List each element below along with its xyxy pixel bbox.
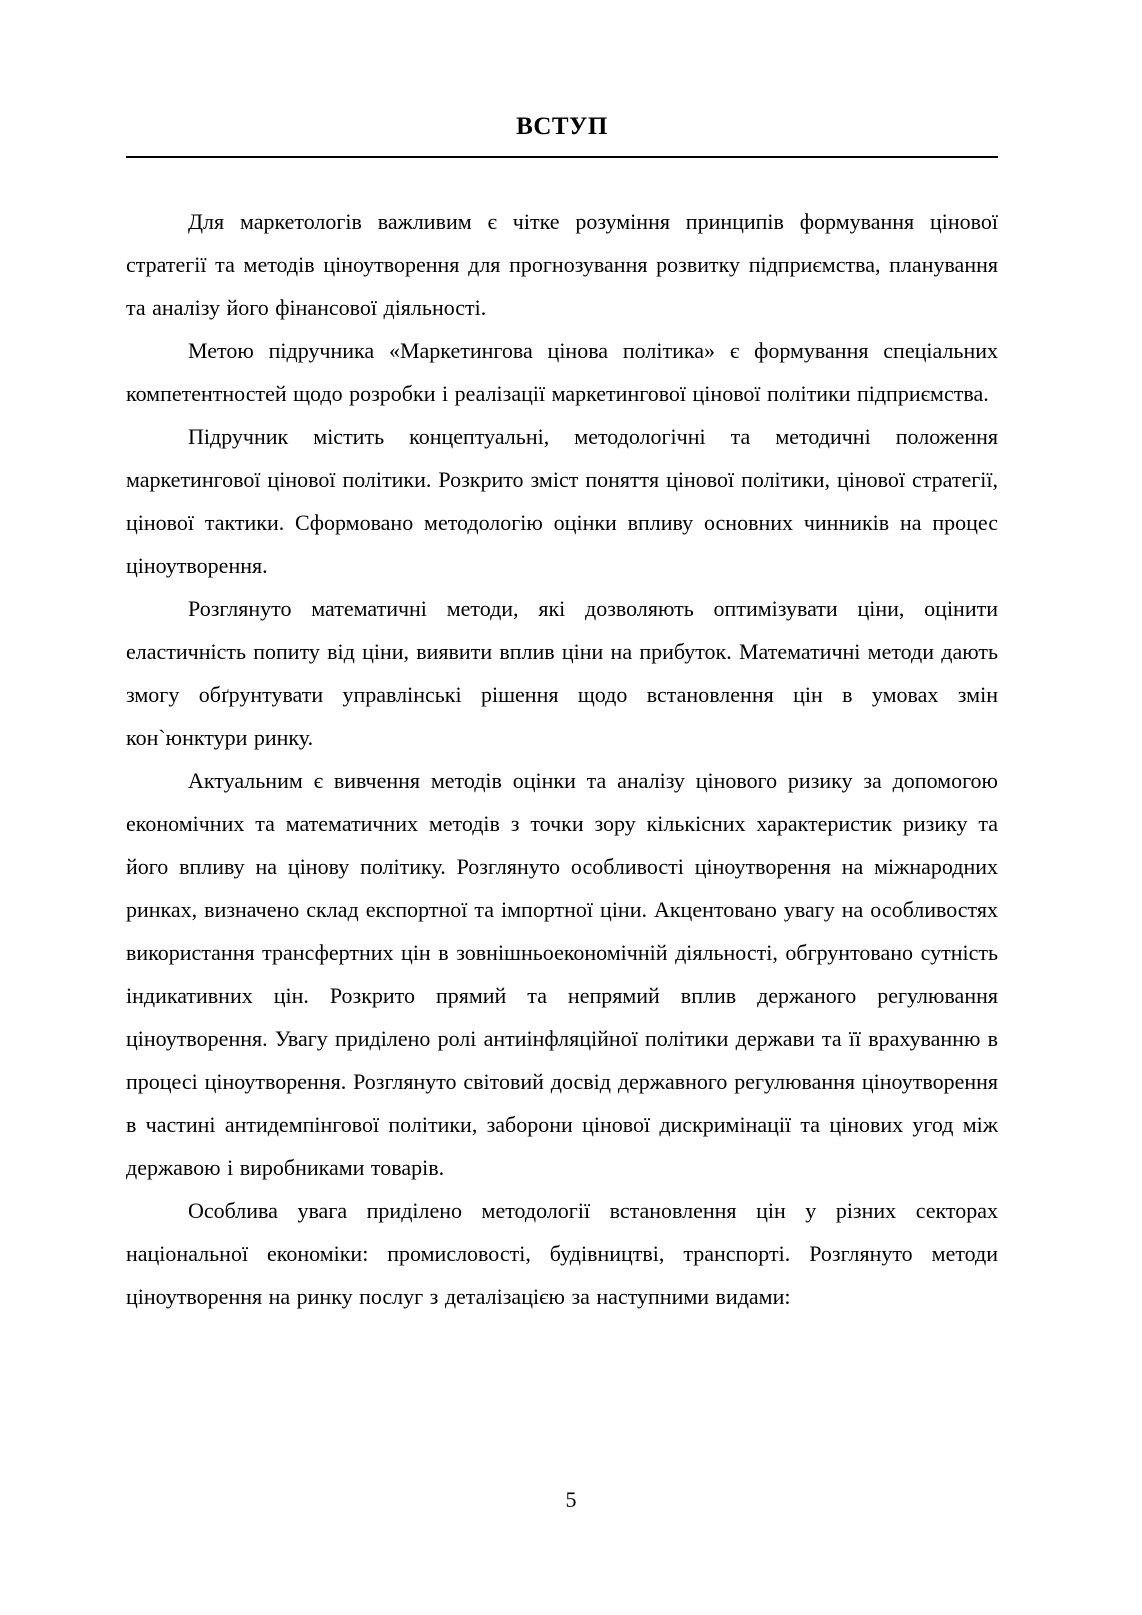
- paragraph: Метою підручника «Маркетингова цінова політика» є формування спеціальних компетентностей щодо розробки і реалізації маркетингової цінової політики підприємства.: [126, 338, 998, 406]
- paragraph: Актуальним є вивчення методів оцінки та аналізу цінового ризику за допомогою економічних та математичних методів з точки зору кількісних характеристик ризику та його впливу на цінову політику. Розглянуто особливості ціноутворення на міжнародних ринках, визначено склад експортної та імпортної ціни. Акцентовано увагу на особливостях використання трансфертних цін в зовнішньоекономічній діяльності, обгрунтовано сутність індикативних цін. Розкрито прямий та непрямий вплив держаного регулювання ціноутворення. Увагу приділено ролі антиінфляційної політики держави та її врахуванню в процесі ціноутворення. Розглянуто світовий досвід державного регулювання ціноутворення в частині антидемпінгової політики, заборони цінової дискримінації та цінових угод між державою і виробниками товарів.: [126, 768, 998, 1180]
- page-number: 5: [565, 1487, 577, 1512]
- paragraph: Особлива увага приділено методології встановлення цін у різних секторах національної економіки: промисловості, будівництві, транспорті. Розглянуто методи ціноутворення на ринку послуг з деталізацією за наступними видами:: [126, 1198, 998, 1309]
- title-underline: [126, 156, 998, 158]
- paragraph: Для маркетологів важливим є чітке розуміння принципів формування цінової стратегії та методів ціноутворення для прогнозування розвитку підприємства, планування та аналізу його фінансової діяльності.: [126, 209, 998, 320]
- page-title: ВСТУП: [516, 113, 608, 140]
- document-body: [126, 200, 998, 1318]
- paragraph: Розглянуто математичні методи, які дозволяють оптимізувати ціни, оцінити еластичність попиту від ціни, виявити вплив ціни на прибуток. Математичні методи дають змогу обґрунтувати управлінські рішення щодо встановлення цін в умовах змін кон`юнктури ринку.: [126, 596, 998, 750]
- paragraph: Підручник містить концептуальні, методологічні та методичні положення маркетингової цінової політики. Розкрито зміст поняття цінової політики, цінової стратегії, цінової тактики. Сформовано методологію оцінки впливу основних чинників на процес ціноутворення.: [126, 424, 998, 578]
